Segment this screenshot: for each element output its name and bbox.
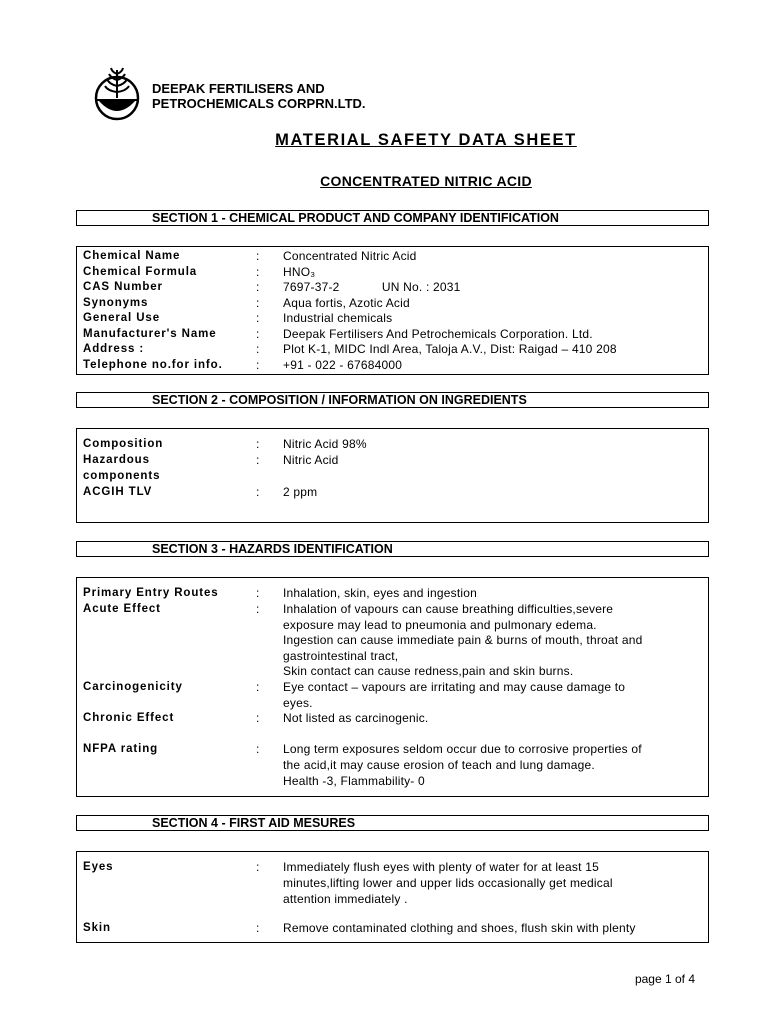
section-3-box — [76, 577, 709, 797]
field-value: attention immediately . — [283, 892, 408, 906]
field-colon: : — [256, 264, 260, 279]
field-colon: : — [256, 342, 260, 356]
field-value: exposure may lead to pneumonia and pulmonary edema. — [283, 617, 597, 632]
field-colon: : — [256, 249, 260, 263]
field-value: Industrial chemicals — [283, 311, 393, 325]
field-value: the acid,it may cause erosion of teach and lung damage. — [283, 758, 595, 772]
field-colon: : — [256, 295, 260, 310]
field-value: 2 ppm — [283, 485, 318, 499]
section-4-title: SECTION 4 - FIRST AID MESURES — [152, 816, 356, 830]
field-value: Inhalation of vapours can cause breathing difficulties,severe — [283, 602, 614, 616]
company-line-1: DEEPAK FERTILISERS AND — [152, 81, 325, 96]
field-value: 7697-37-2 UN No. : 2031 — [283, 280, 461, 294]
field-value: Immediately flush eyes with plenty of water for at least 15 — [283, 860, 599, 874]
field-label: components — [83, 470, 161, 482]
field-label: Acute Effect — [83, 603, 161, 615]
section-3-header — [76, 541, 709, 557]
document-title: MATERIAL SAFETY DATA SHEET — [275, 131, 577, 149]
field-label: Chemical Name — [83, 250, 181, 262]
field-label: Hazardous — [83, 454, 150, 466]
field-value: minutes,lifting lower and upper lids occasionally get medical — [283, 876, 613, 890]
field-value: HNO₃ — [283, 264, 316, 279]
field-value: Skin contact can cause redness,pain and skin burns. — [283, 664, 574, 678]
field-value: Long term exposures seldom occur due to corrosive properties of — [283, 742, 642, 756]
company-line-2: PETROCHEMICALS CORPRN.LTD. — [152, 96, 366, 111]
field-colon: : — [256, 742, 260, 756]
field-value: Concentrated Nitric Acid — [283, 249, 417, 263]
field-value: Health -3, Flammability- 0 — [283, 774, 425, 788]
field-colon: : — [256, 586, 260, 600]
field-value: Nitric Acid 98% — [283, 437, 367, 451]
field-value: Plot K-1, MIDC Indl Area, Taloja A.V., Dist: Raigad – 410 208 — [283, 342, 617, 356]
field-colon: : — [256, 860, 260, 874]
section-1-title: SECTION 1 - CHEMICAL PRODUCT AND COMPANY IDENTIFICATION — [152, 211, 559, 225]
field-value: Aqua fortis, Azotic Acid — [283, 295, 410, 310]
section-2-header — [76, 392, 709, 408]
field-colon: : — [256, 711, 260, 725]
field-value: gastrointestinal tract, — [283, 648, 399, 663]
field-value: Nitric Acid — [283, 453, 339, 467]
field-label: Carcinogenicity — [83, 681, 183, 693]
field-colon: : — [256, 326, 260, 341]
field-colon: : — [256, 437, 260, 451]
section-4-box — [76, 851, 709, 943]
field-label: Chronic Effect — [83, 712, 175, 724]
field-colon: : — [256, 453, 260, 467]
field-colon: : — [256, 485, 260, 499]
field-value: +91 - 022 - 67684000 — [283, 357, 403, 372]
field-label: Telephone no.for info. — [83, 358, 223, 371]
section-4-header — [76, 815, 709, 831]
field-colon: : — [256, 280, 260, 294]
field-label: Synonyms — [83, 296, 149, 309]
field-value: Ingestion can cause immediate pain & burns of mouth, throat and — [283, 633, 643, 647]
section-2-box — [76, 428, 709, 523]
field-value: Not listed as carcinogenic. — [283, 711, 429, 725]
field-colon: : — [256, 680, 260, 694]
section-3-title: SECTION 3 - HAZARDS IDENTIFICATION — [152, 542, 393, 556]
field-label: Primary Entry Routes — [83, 587, 219, 599]
field-colon: : — [256, 602, 260, 616]
field-value: eyes. — [283, 695, 313, 710]
section-1-header — [76, 210, 709, 226]
field-colon: : — [256, 311, 260, 325]
field-label: Composition — [83, 438, 164, 450]
field-label: Eyes — [83, 861, 114, 873]
field-colon: : — [256, 921, 260, 935]
field-value: Inhalation, skin, eyes and ingestion — [283, 586, 477, 600]
field-label: NFPA rating — [83, 743, 159, 755]
section-2-title: SECTION 2 - COMPOSITION / INFORMATION ON INGREDIENTS — [152, 393, 527, 407]
company-name — [152, 81, 366, 111]
wheat-in-bowl-logo-icon — [94, 64, 140, 124]
field-label: Skin — [83, 922, 111, 934]
field-value: Eye contact – vapours are irritating and may cause damage to — [283, 680, 626, 694]
field-value: Deepak Fertilisers And Petrochemicals Corporation. Ltd. — [283, 326, 593, 341]
field-label: Manufacturer's Name — [83, 327, 217, 340]
field-label: General Use — [83, 312, 161, 324]
field-label: Address : — [83, 343, 145, 355]
field-label: CAS Number — [83, 281, 163, 293]
page-number: page 1 of 4 — [634, 972, 695, 986]
document-subtitle: CONCENTRATED NITRIC ACID — [320, 173, 532, 189]
section-1-box — [76, 246, 709, 375]
field-value: Remove contaminated clothing and shoes, flush skin with plenty — [283, 921, 636, 935]
field-label: ACGIH TLV — [83, 486, 153, 498]
field-label: Chemical Formula — [83, 265, 198, 278]
field-colon: : — [256, 357, 260, 372]
